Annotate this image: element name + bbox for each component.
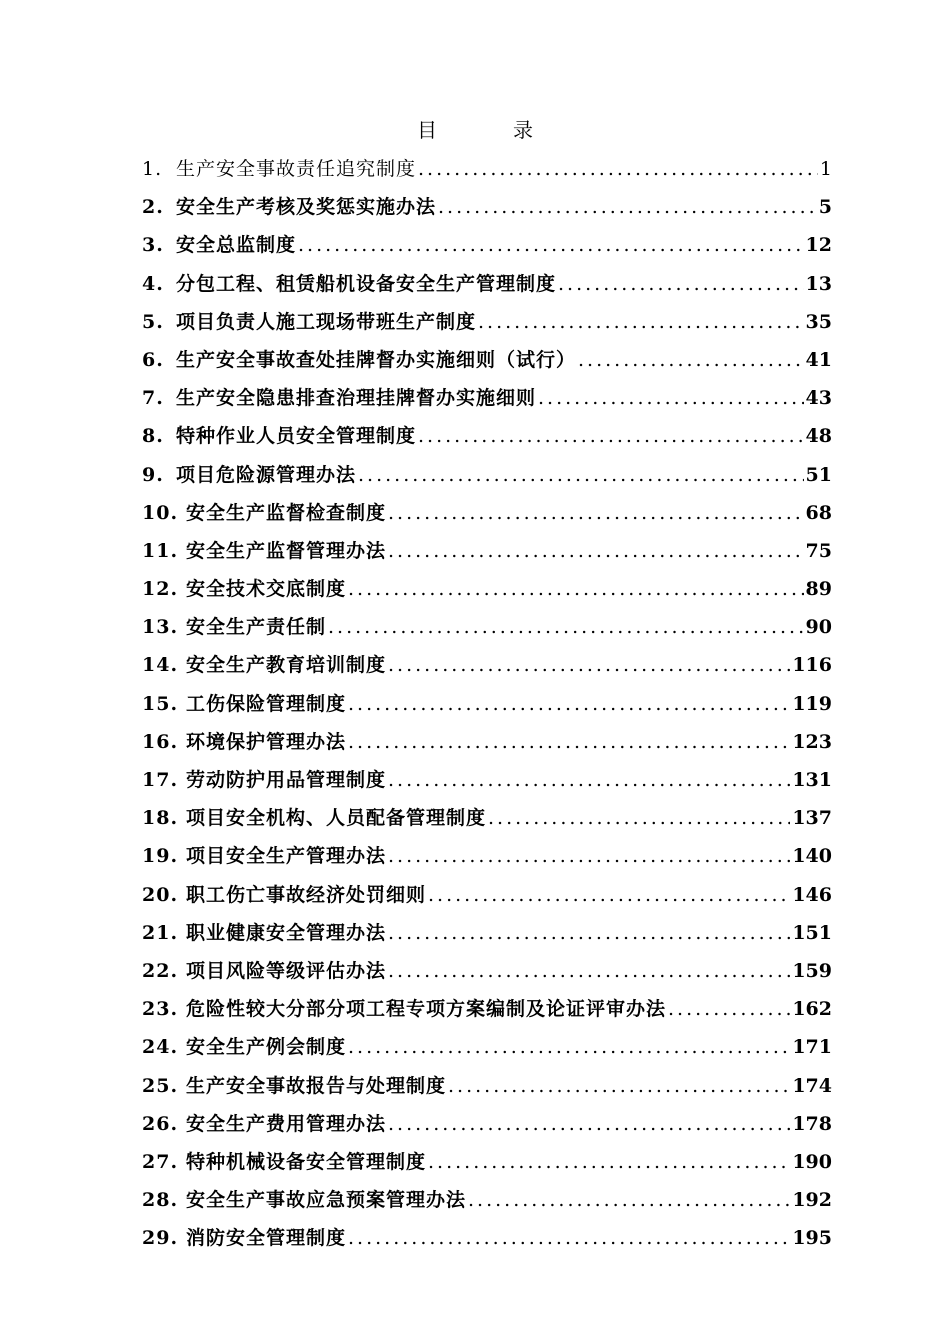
toc-entry-page: 151 — [792, 921, 832, 944]
toc-entry-page: 90 — [805, 616, 832, 639]
toc-entry-number: 7. — [142, 387, 164, 410]
table-of-contents — [142, 150, 832, 1257]
toc-entry-page: 51 — [805, 463, 832, 486]
toc-entry-number: 15. — [142, 692, 179, 715]
toc-entry-number: 26. — [142, 1112, 179, 1135]
toc-entry[interactable] — [142, 723, 832, 761]
toc-dot-leader — [386, 532, 804, 570]
toc-entry-number: 18. — [142, 807, 179, 830]
toc-dot-leader — [386, 914, 790, 952]
toc-entry-title: 项目危险源管理办法 — [176, 463, 357, 486]
toc-entry-number: 27. — [142, 1150, 179, 1173]
toc-dot-leader — [556, 265, 804, 303]
toc-entry-number: 8. — [142, 425, 164, 448]
toc-entry-title: 安全生产监督检查制度 — [186, 501, 387, 524]
toc-entry-page: 195 — [792, 1227, 832, 1250]
toc-entry-number: 1. — [142, 158, 163, 180]
toc-entry[interactable] — [142, 876, 832, 914]
toc-dot-leader — [426, 1143, 790, 1181]
toc-entry-page: 48 — [805, 425, 832, 448]
toc-entry[interactable] — [142, 1219, 832, 1257]
toc-dot-leader — [436, 188, 817, 226]
toc-entry-page: 174 — [792, 1074, 832, 1097]
toc-entry[interactable] — [142, 1181, 832, 1219]
toc-entry-page: 123 — [792, 730, 832, 753]
toc-entry-title: 特种机械设备安全管理制度 — [186, 1150, 427, 1173]
toc-dot-leader — [536, 379, 804, 417]
toc-dot-leader — [466, 1181, 790, 1219]
toc-entry[interactable] — [142, 990, 832, 1028]
toc-entry-number: 12. — [142, 578, 179, 601]
toc-entry[interactable] — [142, 1105, 832, 1143]
toc-dot-leader — [386, 494, 804, 532]
toc-dot-leader — [446, 1067, 790, 1105]
toc-dot-leader — [576, 341, 804, 379]
toc-entry-number: 16. — [142, 730, 179, 753]
toc-entry-number: 23. — [142, 998, 179, 1021]
toc-entry-title: 安全生产例会制度 — [186, 1036, 347, 1059]
toc-entry-number: 22. — [142, 959, 179, 982]
toc-entry-title: 安全总监制度 — [176, 234, 297, 257]
toc-entry-title: 特种作业人员安全管理制度 — [176, 425, 417, 448]
toc-entry-page: 41 — [805, 348, 832, 371]
toc-entry[interactable] — [142, 456, 832, 494]
toc-entry-title: 项目负责人施工现场带班生产制度 — [176, 310, 477, 333]
toc-dot-leader — [476, 303, 804, 341]
toc-entry-title: 危险性较大分部分项工程专项方案编制及论证评审办法 — [186, 998, 667, 1021]
toc-entry-number: 28. — [142, 1189, 179, 1212]
toc-entry-page: 171 — [792, 1036, 832, 1059]
toc-entry-title: 安全生产事故应急预案管理办法 — [186, 1189, 467, 1212]
toc-entry[interactable] — [142, 341, 832, 379]
toc-entry-title: 职工伤亡事故经济处罚细则 — [186, 883, 427, 906]
toc-entry-page: 13 — [805, 272, 832, 295]
toc-entry-title: 安全生产责任制 — [186, 616, 327, 639]
toc-dot-leader — [346, 685, 790, 723]
toc-entry-title: 环境保护管理办法 — [186, 730, 347, 753]
toc-entry-number: 4. — [142, 272, 164, 295]
toc-entry[interactable] — [142, 837, 832, 875]
toc-dot-leader — [346, 570, 804, 608]
toc-dot-leader — [296, 226, 804, 264]
toc-dot-leader — [386, 761, 790, 799]
toc-entry[interactable] — [142, 417, 832, 455]
toc-dot-leader — [666, 990, 790, 1028]
toc-entry-number: 25. — [142, 1074, 179, 1097]
page-title: 目 录 — [417, 118, 561, 142]
toc-entry-page: 146 — [792, 883, 832, 906]
toc-entry-page: 75 — [805, 539, 832, 562]
toc-entry[interactable] — [142, 226, 832, 264]
toc-entry-title: 项目安全机构、人员配备管理制度 — [186, 807, 487, 830]
toc-entry[interactable] — [142, 1143, 832, 1181]
toc-entry[interactable] — [142, 1028, 832, 1066]
toc-entry-number: 9. — [142, 463, 164, 486]
toc-entry-page: 1 — [819, 158, 832, 180]
toc-dot-leader — [356, 456, 804, 494]
toc-entry-title: 项目风险等级评估办法 — [186, 959, 387, 982]
toc-entry[interactable] — [142, 685, 832, 723]
toc-entry-title: 职业健康安全管理办法 — [186, 921, 387, 944]
toc-entry-title: 安全生产教育培训制度 — [186, 654, 387, 677]
toc-entry-number: 14. — [142, 654, 179, 677]
toc-entry-page: 119 — [792, 692, 832, 715]
toc-entry-number: 20. — [142, 883, 179, 906]
toc-dot-leader — [326, 608, 804, 646]
toc-dot-leader — [386, 837, 790, 875]
toc-dot-leader — [386, 1105, 790, 1143]
toc-entry[interactable] — [142, 532, 832, 570]
toc-entry-title: 安全生产费用管理办法 — [186, 1112, 387, 1135]
toc-entry[interactable] — [142, 188, 832, 226]
toc-entry-page: 89 — [805, 578, 832, 601]
toc-entry[interactable] — [142, 608, 832, 646]
toc-entry[interactable] — [142, 265, 832, 303]
toc-dot-leader — [416, 150, 818, 188]
toc-entry-number: 5. — [142, 310, 164, 333]
toc-entry-page: 68 — [805, 501, 832, 524]
toc-dot-leader — [386, 952, 790, 990]
toc-entry[interactable] — [142, 799, 832, 837]
toc-entry-title: 生产安全事故报告与处理制度 — [186, 1074, 447, 1097]
toc-dot-leader — [486, 799, 790, 837]
toc-entry-page: 137 — [792, 807, 832, 830]
toc-entry-title: 劳动防护用品管理制度 — [186, 769, 387, 791]
toc-entry-number: 6. — [142, 348, 164, 371]
toc-entry-title: 生产安全隐患排查治理挂牌督办实施细则 — [176, 387, 537, 410]
toc-entry-number: 29. — [142, 1227, 179, 1250]
toc-entry[interactable] — [142, 761, 832, 799]
toc-entry-page: 5 — [818, 196, 832, 219]
toc-entry[interactable] — [142, 1067, 832, 1105]
toc-dot-leader — [346, 723, 790, 761]
toc-entry-title: 安全生产监督管理办法 — [186, 539, 387, 562]
toc-entry-title: 工伤保险管理制度 — [186, 692, 347, 715]
toc-entry[interactable] — [142, 952, 832, 990]
toc-entry-title: 安全生产考核及奖惩实施办法 — [176, 196, 437, 219]
toc-entry-page: 131 — [792, 769, 832, 791]
toc-entry-number: 17. — [142, 769, 179, 791]
toc-entry-number: 19. — [142, 845, 179, 868]
toc-entry-page: 159 — [792, 959, 832, 982]
toc-entry-page: 190 — [792, 1150, 832, 1173]
toc-dot-leader — [346, 1028, 790, 1066]
toc-entry-title: 生产安全事故查处挂牌督办实施细则（试行） — [176, 348, 577, 371]
toc-entry-number: 21. — [142, 921, 179, 944]
toc-entry-number: 2. — [142, 196, 164, 219]
toc-entry-page: 35 — [805, 310, 832, 333]
toc-entry-page: 192 — [792, 1189, 832, 1212]
toc-entry-page: 12 — [805, 234, 832, 257]
toc-entry[interactable] — [142, 570, 832, 608]
toc-entry-page: 43 — [805, 387, 832, 410]
toc-entry-number: 11. — [142, 539, 179, 562]
toc-entry-title: 分包工程、租赁船机设备安全生产管理制度 — [176, 272, 557, 295]
toc-entry[interactable] — [142, 494, 832, 532]
toc-dot-leader — [426, 876, 790, 914]
toc-dot-leader — [386, 646, 790, 684]
toc-entry-page: 140 — [792, 845, 832, 868]
toc-entry-number: 24. — [142, 1036, 179, 1059]
toc-entry-page: 178 — [792, 1112, 832, 1135]
toc-entry-number: 3. — [142, 234, 164, 257]
toc-entry[interactable] — [142, 914, 832, 952]
toc-entry-title: 项目安全生产管理办法 — [186, 845, 387, 868]
toc-entry-title: 安全技术交底制度 — [186, 578, 347, 601]
toc-entry[interactable] — [142, 150, 832, 188]
toc-dot-leader — [416, 417, 804, 455]
toc-entry-title: 消防安全管理制度 — [186, 1227, 347, 1250]
toc-entry-number: 10. — [142, 501, 179, 524]
toc-entry[interactable] — [142, 646, 832, 684]
toc-entry-page: 116 — [792, 654, 832, 677]
toc-entry-page: 162 — [792, 998, 832, 1021]
toc-dot-leader — [346, 1219, 790, 1257]
toc-entry[interactable] — [142, 303, 832, 341]
toc-entry[interactable] — [142, 379, 832, 417]
toc-entry-number: 13. — [142, 616, 179, 639]
toc-entry-title: 生产安全事故责任追究制度 — [176, 158, 417, 180]
